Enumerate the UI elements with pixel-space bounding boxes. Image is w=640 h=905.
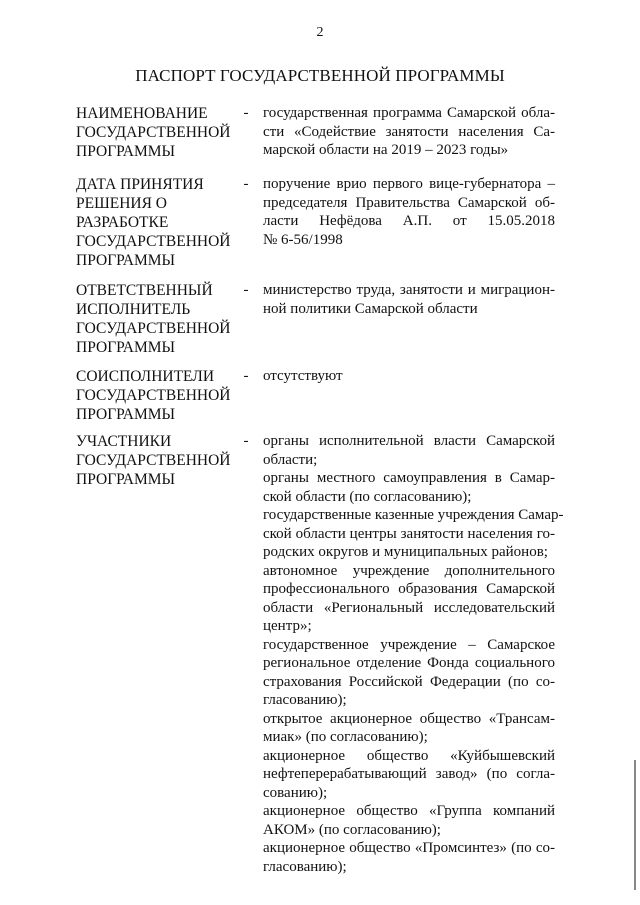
scan-edge-mark [634,760,636,890]
section-value [263,432,564,876]
value-line: акционерное общество «Промсинтез» (по со- [263,840,555,856]
label-line: ОТВЕТСТВЕННЫЙ [76,282,213,299]
passport-title: ПАСПОРТ ГОСУДАРСТВЕННОЙ ПРОГРАММЫ [135,66,505,85]
value-line: области; [263,451,318,468]
label-line: ПРОГРАММЫ [76,252,176,269]
dash-separator: - [243,368,249,384]
value-line: области «Региональный исследовательский [263,599,555,616]
section-label [76,367,236,424]
section-value [263,281,555,318]
value-line: акционерное общество «Группа компаний [263,803,555,819]
value-line: государственные казенные учреждения Самар- [263,507,564,523]
value-line: государственная программа Самарской обла- [263,105,555,121]
value-line: АКОМ» (по согласованию); [263,821,441,838]
label-line: ПРОГРАММЫ [76,471,176,488]
value-line: автономное учреждение дополнительного [263,562,555,579]
value-line: ской области (по согласованию); [263,488,472,505]
section-value [263,175,555,249]
value-line: поручение врио первого вице-губернатора – [263,176,555,192]
value-line: сованию); [263,784,328,801]
label-line: ГОСУДАРСТВЕННОЙ [76,233,231,250]
value-line: региональное отделение Фонда социального [263,655,555,671]
section-label [76,175,236,270]
value-line: ской области центры занятости населения го- [263,525,555,542]
label-line: НАИМЕНОВАНИЕ [76,105,208,122]
label-line: ГОСУДАРСТВЕННОЙ [76,387,231,404]
value-line: органы исполнительной власти Самарской [263,433,555,449]
label-line: ГОСУДАРСТВЕННОЙ [76,124,231,141]
section-label [76,104,236,161]
value-line: гласованию); [263,858,347,875]
label-line: УЧАСТНИКИ [76,433,172,450]
dash-separator: - [243,105,249,121]
value-line: сти «Содействие занятости населения Са- [263,123,555,140]
label-line: ГОСУДАРСТВЕННОЙ [76,320,231,337]
label-line: ДАТА ПРИНЯТИЯ [76,176,204,193]
section-value [263,367,555,386]
value-line: председателя Правительства Самарской об- [263,194,555,211]
label-line: РЕШЕНИЯ О [76,195,167,212]
dash-separator: - [243,282,249,298]
label-line: ПРОГРАММЫ [76,406,176,423]
page-number: 2 [316,25,324,40]
value-line: министерство труда, занятости и миграцион- [263,282,555,298]
value-line: ной политики Самарской области [263,300,478,317]
dash-separator: - [243,433,249,449]
value-line: органы местного самоуправления в Самар- [263,470,555,486]
label-line: ПРОГРАММЫ [76,339,176,356]
label-line: ГОСУДАРСТВЕННОЙ [76,452,231,469]
value-line: № 6-56/1998 [263,231,343,248]
label-line: ПРОГРАММЫ [76,143,176,160]
value-line: страхования Российской Федерации (по со- [263,673,555,690]
value-line: марской области на 2019 – 2023 годы» [263,142,509,158]
value-line: открытое акционерное общество «Трансам- [263,710,555,727]
label-line: СОИСПОЛНИТЕЛИ [76,368,215,385]
value-line: центр»; [263,618,312,634]
value-line: профессионального образования Самарской [263,581,555,597]
label-line: РАЗРАБОТКЕ [76,214,169,231]
value-line: государственное учреждение – Самарское [263,636,555,653]
value-line: акционерное общество «Куйбышевский [263,747,555,764]
section-value [263,104,555,160]
section-label [76,281,236,357]
value-line: нефтеперерабатывающий завод» (по согла- [263,766,555,782]
section-label [76,432,236,489]
dash-separator: - [243,176,249,192]
value-line: отсутствуют [263,368,343,384]
value-line: миак» (по согласованию); [263,729,428,745]
value-line: ласти Нефёдова А.П. от 15.05.2018 [263,213,555,229]
value-line: родских округов и муниципальных районов; [263,544,548,560]
label-line: ИСПОЛНИТЕЛЬ [76,301,191,318]
value-line: гласованию); [263,692,347,708]
